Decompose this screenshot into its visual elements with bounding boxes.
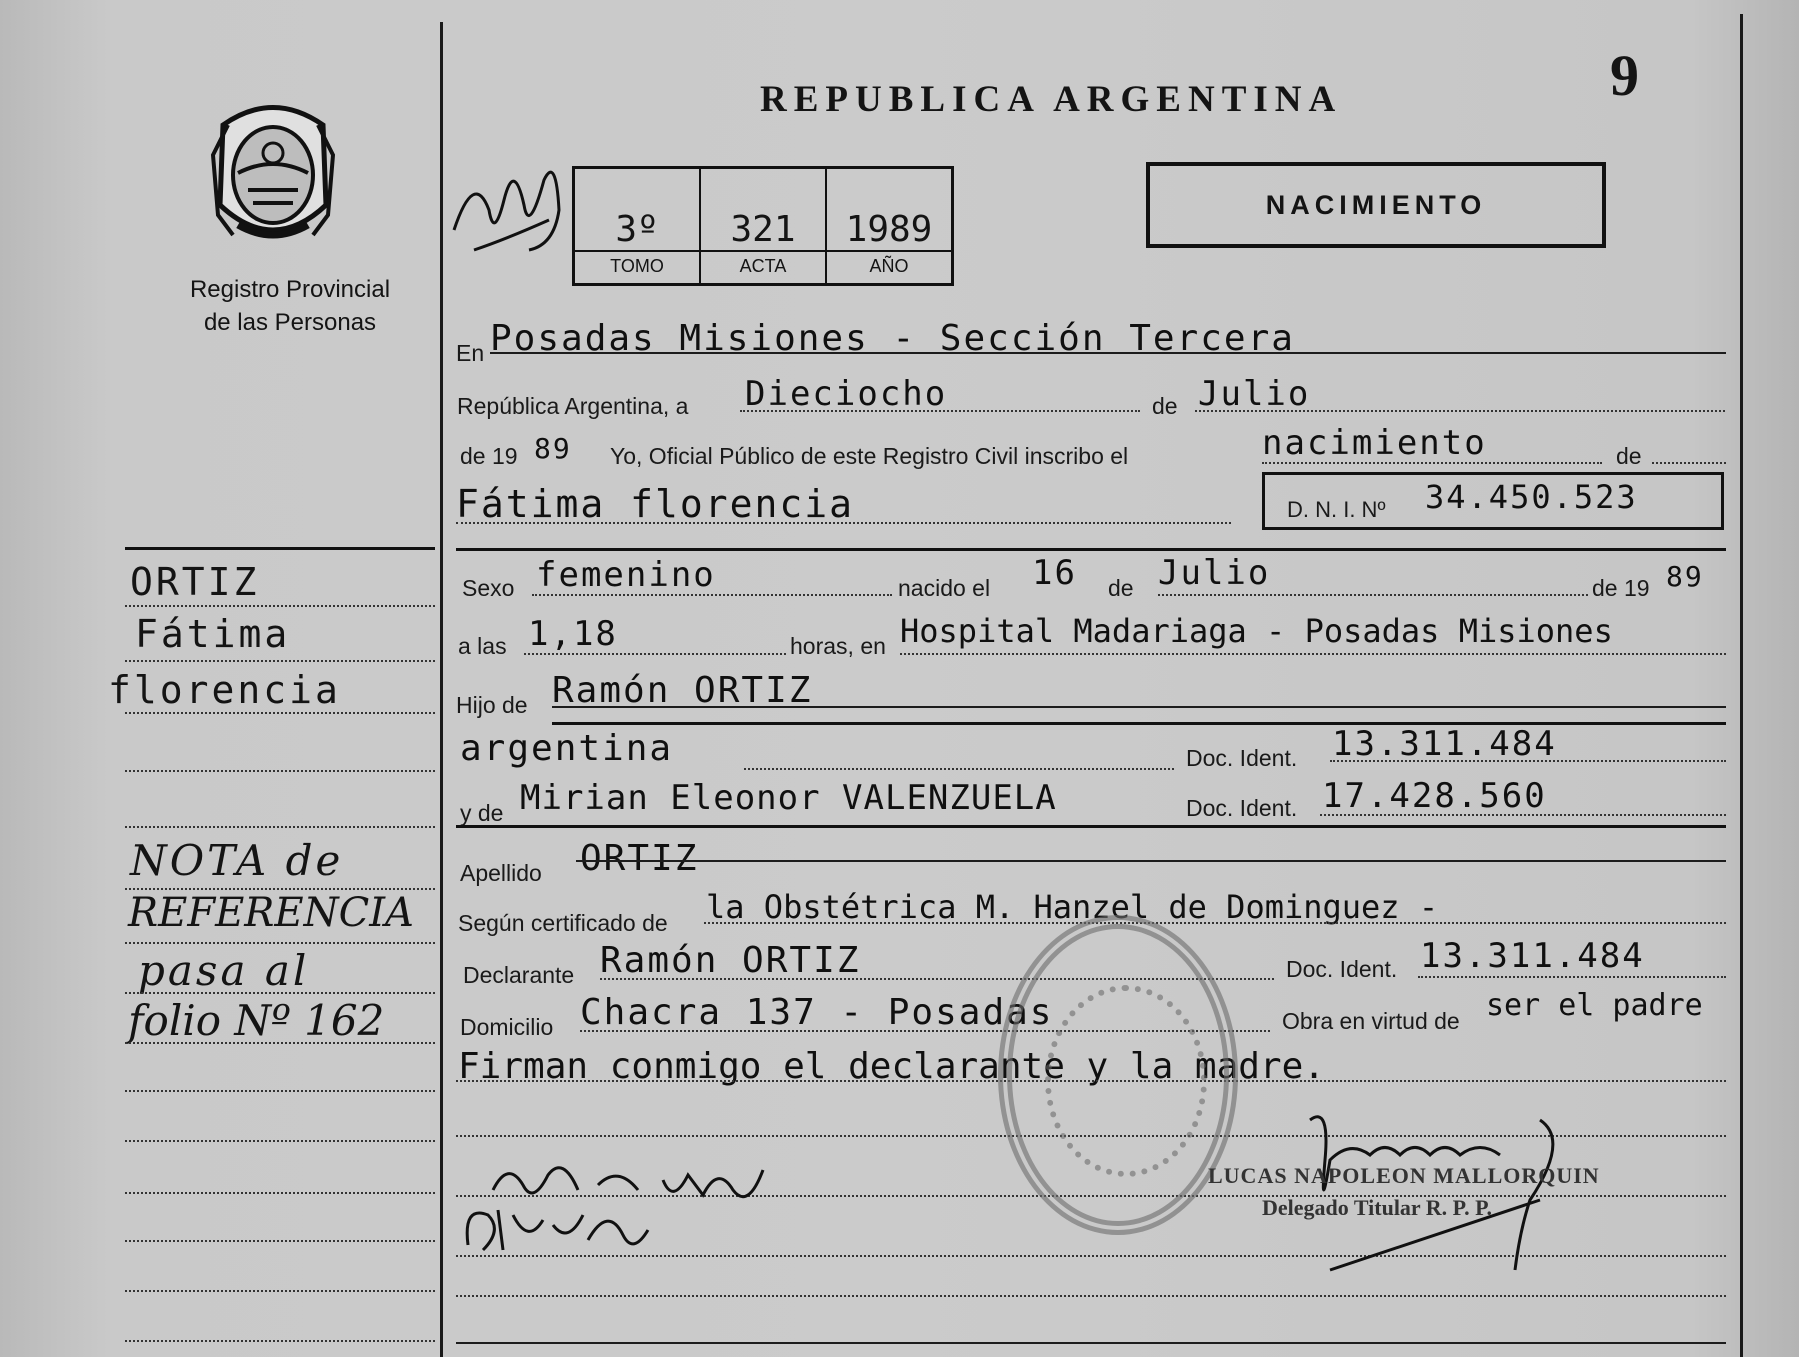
sidebar-rule-1 — [125, 605, 435, 607]
sidebar-top-rule — [125, 547, 435, 550]
month-rule — [1195, 410, 1725, 412]
mother-doc-value: 17.428.560 — [1322, 776, 1547, 816]
dni-value: 34.450.523 — [1425, 478, 1638, 516]
mother-doc-rule — [1320, 814, 1726, 816]
dni-label: D. N. I. Nº — [1287, 497, 1386, 522]
sidebar-rule-11 — [125, 1140, 435, 1142]
day-rule — [740, 410, 1140, 412]
register-grid — [572, 166, 954, 286]
place-value: Posadas Misiones - Sección Tercera — [490, 318, 1295, 359]
declarante-label: Declarante — [463, 962, 575, 988]
ano-value: 1989 — [845, 209, 933, 250]
ano-cell — [827, 169, 951, 283]
de-label-3: de — [1108, 575, 1134, 601]
day-value: Dieciocho — [745, 374, 948, 414]
father-rule — [552, 706, 1726, 708]
place-rule — [490, 352, 1726, 354]
officer-signature-mark — [1290, 1100, 1610, 1280]
certificate-value: la Obstétrica M. Hanzel de Dominguez - — [706, 888, 1439, 926]
nacido-label: nacido el — [898, 575, 991, 601]
yde-label: y de — [460, 800, 504, 826]
sidebar-note-2: REFERENCIA — [128, 890, 414, 936]
section-rule-1 — [456, 548, 1726, 551]
child-name-value: Fátima florencia — [456, 482, 855, 526]
act-rule-end — [1652, 462, 1726, 464]
sex-value: femenino — [536, 555, 716, 595]
doc-label-2: Doc. Ident. — [1186, 795, 1298, 821]
sidebar-note-4: folio Nº 162 — [128, 996, 385, 1045]
record-type-label: NACIMIENTO — [1265, 189, 1487, 220]
right-page-border — [1740, 14, 1743, 1357]
birth-place-value: Hospital Madariaga - Posadas Misiones — [900, 612, 1613, 650]
sidebar-rule-8 — [125, 992, 435, 994]
de19-label: de 19 — [460, 443, 518, 469]
misiones-seal-icon — [208, 95, 338, 250]
sexo-label: Sexo — [462, 575, 515, 601]
address-value: Chacra 137 - Posadas — [580, 992, 1054, 1033]
hour-value: 1,18 — [528, 614, 618, 654]
tomo-cell — [575, 169, 701, 283]
apellido-label: Apellido — [460, 860, 542, 886]
mother-value: Mirian Eleonor VALENZUELA — [520, 778, 1057, 818]
horas-label: horas, en — [790, 633, 886, 659]
bottom-rule — [456, 1342, 1726, 1344]
sidebar-rule-13 — [125, 1240, 435, 1242]
declarant-doc-value: 13.311.484 — [1420, 936, 1645, 976]
de-label-2: de — [1616, 443, 1642, 469]
record-type-box — [1146, 162, 1606, 248]
father-doc-value: 13.311.484 — [1332, 724, 1557, 764]
officer-title: Delegado Titular R. P. P. — [1262, 1195, 1493, 1220]
left-column-border — [440, 22, 443, 1357]
official-stamp-inner — [1045, 985, 1207, 1177]
sex-rule — [532, 594, 892, 596]
sidebar-rule-4 — [125, 770, 435, 772]
father-doc-rule — [1330, 760, 1726, 762]
section-rule-2 — [456, 825, 1726, 828]
officer-name: LUCAS NAPOLEON MALLORQUIN — [1208, 1163, 1600, 1188]
sidebar-surname: ORTIZ — [130, 560, 260, 604]
en-label: En — [456, 340, 485, 366]
sidebar-rule-9 — [125, 1042, 435, 1044]
sidebar-note-1: NOTA de — [130, 836, 344, 885]
year-value: 89 — [534, 432, 572, 465]
birth-month-value: Julio — [1158, 553, 1271, 593]
country-title: REPUBLICA ARGENTINA — [760, 79, 1343, 120]
hour-rule — [524, 653, 786, 655]
alas-label: a las — [458, 633, 507, 659]
sidebar-rule-2 — [125, 660, 435, 662]
capacity-value: ser el padre — [1486, 988, 1703, 1023]
tomo-label: TOMO — [575, 250, 699, 277]
registrar-initials-scribble — [444, 150, 574, 275]
republica-label: República Argentina, a — [457, 393, 689, 419]
registry-line-2: de las Personas — [203, 309, 377, 336]
father-nationality-value: argentina — [460, 728, 674, 769]
sidebar-rule-12 — [125, 1192, 435, 1194]
de-label: de — [1152, 393, 1178, 419]
registry-line-1: Registro Provincial — [189, 276, 391, 303]
month-value: Julio — [1198, 374, 1311, 414]
de19-label-2: de 19 — [1592, 575, 1650, 601]
birth-place-rule — [900, 653, 1726, 655]
sidebar-second-name: florencia — [108, 668, 341, 712]
obra-label: Obra en virtud de — [1282, 1008, 1460, 1034]
ano-label: AÑO — [827, 250, 951, 277]
page-number: 9 — [1610, 43, 1639, 108]
declarant-value: Ramón ORTIZ — [600, 940, 861, 981]
birth-month-rule — [1158, 594, 1588, 596]
sidebar-rule-14 — [125, 1290, 435, 1292]
acta-label: ACTA — [701, 250, 825, 277]
child-name-rule — [456, 522, 1231, 524]
nationality-rule — [744, 768, 1174, 770]
certificado-label: Según certificado de — [458, 910, 668, 936]
birth-day-value: 16 — [1032, 553, 1077, 593]
sidebar-rule-15 — [125, 1340, 435, 1342]
registry-name — [150, 273, 430, 339]
sidebar-rule-5 — [125, 826, 435, 828]
sidebar-given-name: Fátima — [135, 612, 291, 656]
declarant-doc-rule — [1418, 976, 1726, 978]
mother-signature-mark — [458, 1195, 658, 1265]
surname-rule — [576, 860, 1726, 862]
domicilio-label: Domicilio — [460, 1014, 554, 1040]
surname-value: ORTIZ — [580, 838, 699, 879]
act-rule — [1262, 462, 1602, 464]
closing-statement: Firman conmigo el declarante y la madre. — [458, 1046, 1325, 1087]
birth-year-value: 89 — [1666, 560, 1704, 593]
doc-label-3: Doc. Ident. — [1286, 956, 1398, 982]
sidebar-rule-3 — [125, 712, 435, 714]
hijo-label: Hijo de — [456, 692, 528, 718]
sidebar-rule-7 — [125, 942, 435, 944]
sidebar-rule-10 — [125, 1090, 435, 1092]
blank-rule-4 — [456, 1295, 1726, 1297]
acta-value: 321 — [730, 209, 796, 250]
father-value: Ramón ORTIZ — [552, 670, 813, 711]
sidebar-note-3: pasa al — [138, 946, 310, 995]
act-value: nacimiento — [1262, 423, 1487, 463]
doc-label: Doc. Ident. — [1186, 745, 1298, 771]
sidebar-rule-6 — [125, 888, 435, 890]
yo-label: Yo, Oficial Público de este Registro Civil inscribo el — [610, 443, 1129, 469]
tomo-value: 3º — [615, 209, 659, 250]
acta-cell — [701, 169, 827, 283]
certificate-rule — [704, 922, 1726, 924]
